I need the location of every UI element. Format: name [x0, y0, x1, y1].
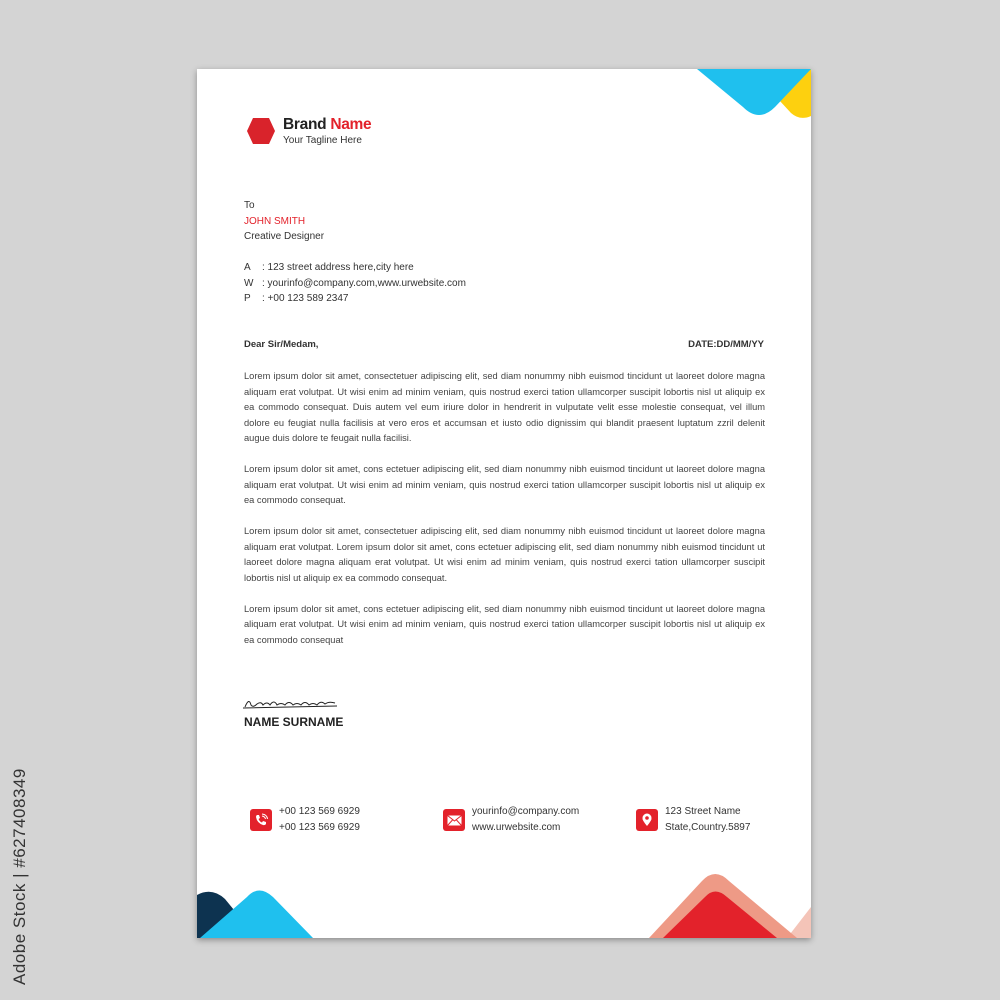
footer-street: 123 Street Name — [665, 806, 741, 817]
contact-address: A : 123 street address here,city here — [244, 262, 414, 273]
to-label: To — [244, 200, 255, 211]
footer-email-address: yourinfo@company.com — [472, 806, 580, 817]
paragraph: Lorem ipsum dolor sit amet, consectetuer adipiscing elit, sed diam nonummy nibh euismod tincidunt ut laoreet dolore magna aliquam erat volutpat. Ut wisi enim ad minim veniam, quis nostrud exerci tation ullamcorper suscipit lobortis nisl ut aliquip ex ea commodo consequat. Duis autem vel eum iriure dolor in hendrerit in vulputate velit esse molestie consequat, vel illum dolore eu feugiat nulla facilisis at vero eros et accumsan et iusto odio dignissim qui blandit praesent luptatum zzril delenit augue duis dolore te feugait nulla facilisi. — [244, 371, 765, 443]
footer-email — [443, 804, 579, 836]
contact-web: W : yourinfo@company.com,www.urwebsite.com — [244, 277, 466, 289]
location-pin-icon — [636, 809, 658, 831]
brand-name: Brand Name — [283, 116, 372, 133]
brand-block — [246, 116, 371, 146]
signer-name: NAME SURNAME — [244, 715, 344, 729]
stock-id-label: Adobe Stock | #627408349 — [10, 768, 29, 985]
footer-phone-2: +00 123 569 6929 — [279, 822, 360, 833]
footer-website: www.urwebsite.com — [472, 822, 561, 833]
signature-image — [243, 695, 339, 711]
recipient-block — [244, 198, 324, 245]
recipient-name: JOHN SMITH — [244, 215, 306, 227]
phone-icon — [250, 809, 272, 831]
footer-phone-1: +00 123 569 6929 — [279, 806, 360, 817]
paragraph: Lorem ipsum dolor sit amet, consectetuer adipiscing elit, sed diam nonummy nibh euismod tincidunt ut laoreet dolore magna aliquam erat volutpat. Lorem ipsum dolor sit amet, cons ectetuer adipiscing elit, sed diam nonummy nibh euismod tincidunt ut laoreet dolore magna aliquam erat volutpat. Ut wisi enim ad minim veniam, quis nostrud exerci tation ullamcorper suscipit lobortis nisl ut aliquip ex ea commodo consequat. — [244, 526, 765, 583]
hexagon-logo-icon — [246, 117, 276, 145]
paragraph: Lorem ipsum dolor sit amet, cons ectetuer adipiscing elit, sed diam nonummy nibh euismod tincidunt ut laoreet dolore magna aliquam erat volutpat. Ut wisi enim ad minim veniam, quis nostrud exerci tation ullamcorper suscipit lobortis nisl ut aliquip ex ea commodo consequat — [244, 603, 765, 645]
mail-icon — [443, 809, 465, 831]
brand-tagline: Your Tagline Here — [283, 135, 362, 146]
date-label: DATE:DD/MM/YY — [688, 339, 764, 350]
contact-block — [244, 260, 466, 307]
footer-phone — [250, 804, 360, 836]
recipient-title: Creative Designer — [244, 231, 325, 242]
salutation: Dear Sir/Medam, — [244, 339, 319, 350]
footer-address — [636, 804, 750, 836]
paragraph: Lorem ipsum dolor sit amet, cons ectetuer adipiscing elit, sed diam nonummy nibh euismod tincidunt ut laoreet dolore magna aliquam erat volutpat. Ut wisi enim ad minim veniam, quis nostrud exerci tation ullamcorper suscipit lobortis nisl ut aliquip ex ea commodo consequat. — [244, 464, 765, 505]
contact-phone: P : +00 123 589 2347 — [244, 293, 349, 304]
letter-body — [244, 369, 765, 664]
letterhead-page — [197, 69, 811, 938]
footer-state-country: State,Country.5897 — [665, 822, 751, 833]
